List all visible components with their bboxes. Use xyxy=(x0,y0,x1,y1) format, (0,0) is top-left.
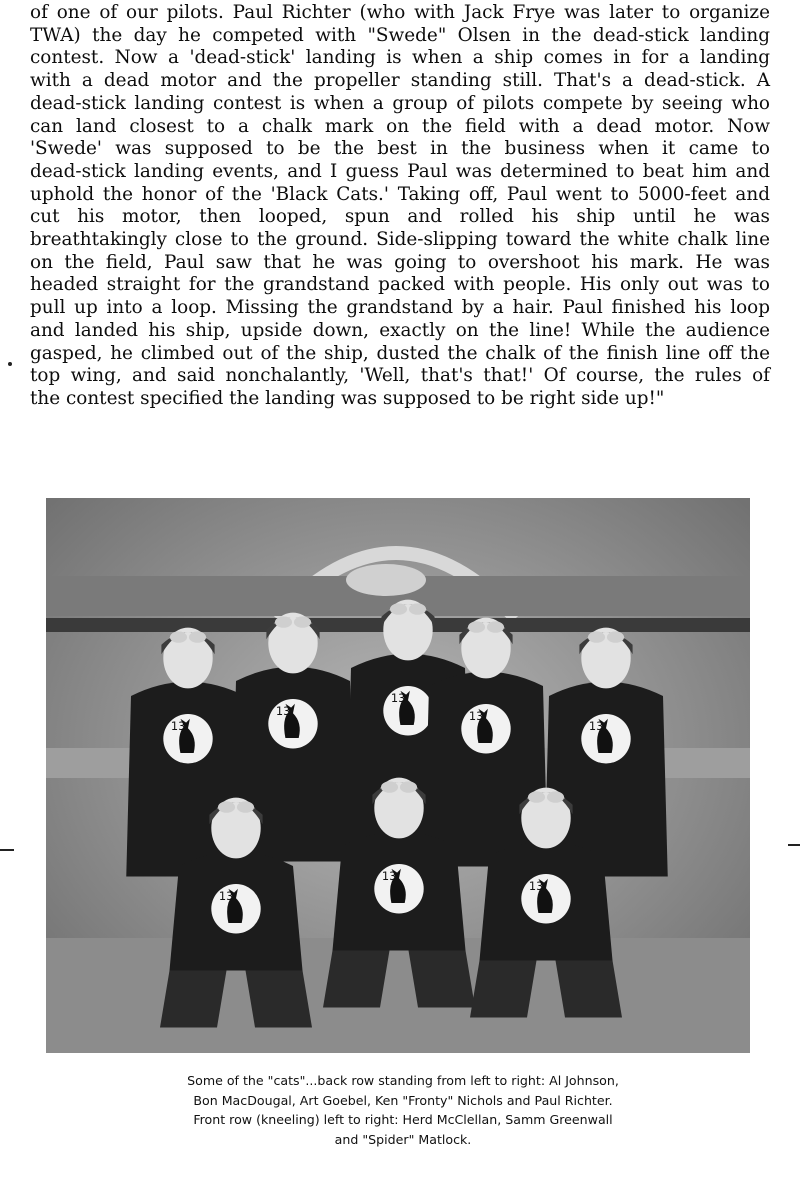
leg xyxy=(409,951,476,1008)
emblem-number: 13 xyxy=(170,719,186,734)
article-line: the contest specified the landing was supposed to be right side up!" xyxy=(30,387,665,409)
goggles xyxy=(275,616,292,627)
goggles xyxy=(170,631,187,642)
goggles xyxy=(381,781,398,792)
leg xyxy=(323,951,390,1008)
photo-caption xyxy=(108,1071,698,1149)
article-line: contest. Now a 'dead-stick' landing is when a ship comes in for a landing xyxy=(30,47,770,69)
ground xyxy=(46,938,750,1053)
aircraft-propeller-hub xyxy=(346,564,426,596)
article-line: and landed his ship, upside down, exactly on the line! While the audience xyxy=(30,319,770,341)
article-line: with a dead motor and the propeller standing still. That's a dead-stick. A xyxy=(30,70,770,92)
article-line: uphold the honor of the 'Black Cats.' Taking off, Paul went to 5000-feet and xyxy=(30,183,770,205)
margin-speck xyxy=(788,844,800,846)
emblem-number: 13 xyxy=(588,719,604,734)
emblem-number: 13 xyxy=(528,879,544,894)
emblem-number: 13 xyxy=(468,709,484,724)
goggles xyxy=(607,631,624,642)
emblem-number: 13 xyxy=(381,869,397,884)
article-line: dead-stick landing contest is when a group of pilots compete by seeing who xyxy=(30,92,770,114)
article-line: can land closest to a chalk mark on the field with a dead motor. Now xyxy=(30,115,770,137)
article-line: headed straight for the grandstand packed with people. His only out was to xyxy=(30,274,770,296)
goggles xyxy=(390,603,407,614)
goggles xyxy=(294,616,311,627)
leg xyxy=(160,971,227,1028)
article-line: TWA) the day he competed with "Swede" Olsen in the dead-stick landing xyxy=(30,24,770,46)
leg xyxy=(246,971,313,1028)
article-text xyxy=(30,2,770,411)
caption-line: and "Spider" Matlock. xyxy=(334,1131,472,1147)
goggles xyxy=(237,801,254,812)
article-line: breathtakingly close to the ground. Side-slipping toward the white chalk line xyxy=(30,229,770,251)
caption-line: Front row (kneeling) left to right: Herd McClellan, Samm Greenwall xyxy=(193,1112,613,1127)
photo-illustration xyxy=(46,498,750,1053)
margin-speck xyxy=(8,362,12,366)
article-line: of one of our pilots. Paul Richter (who with Jack Frye was later to organize xyxy=(30,2,770,23)
article-line: dead-stick landing events, and I guess Paul was determined to beat him and xyxy=(30,160,770,182)
goggles xyxy=(468,621,485,632)
article-line: gasped, he climbed out of the ship, dusted the chalk of the finish line off the xyxy=(30,342,770,364)
article-line: on the field, Paul saw that he was going to overshoot his mark. He was xyxy=(30,251,770,273)
group-photograph xyxy=(46,498,750,1053)
goggles xyxy=(218,801,235,812)
goggles xyxy=(528,791,545,802)
caption-line: Some of the "cats"...back row standing from left to right: Al Johnson, xyxy=(187,1073,619,1088)
goggles xyxy=(547,791,564,802)
leg xyxy=(556,961,623,1018)
goggles xyxy=(189,631,206,642)
emblem-number: 13 xyxy=(218,889,234,904)
emblem-number: 13 xyxy=(390,691,406,706)
goggles xyxy=(409,603,426,614)
article-line: pull up into a loop. Missing the grandstand by a hair. Paul finished his loop xyxy=(30,297,770,319)
goggles xyxy=(588,631,605,642)
article-line: top wing, and said nonchalantly, 'Well, that's that!' Of course, the rules of xyxy=(30,365,770,387)
goggles xyxy=(487,621,504,632)
caption-line: Bon MacDougal, Art Goebel, Ken "Fronty" Nichols and Paul Richter. xyxy=(193,1092,613,1108)
article-line: 'Swede' was supposed to be the best in the business when it came to xyxy=(30,138,770,160)
margin-speck xyxy=(0,849,14,851)
leg xyxy=(470,961,537,1018)
goggles xyxy=(400,781,417,792)
emblem-number: 13 xyxy=(275,704,291,719)
article-line: cut his motor, then looped, spun and rolled his ship until he was xyxy=(30,206,770,228)
